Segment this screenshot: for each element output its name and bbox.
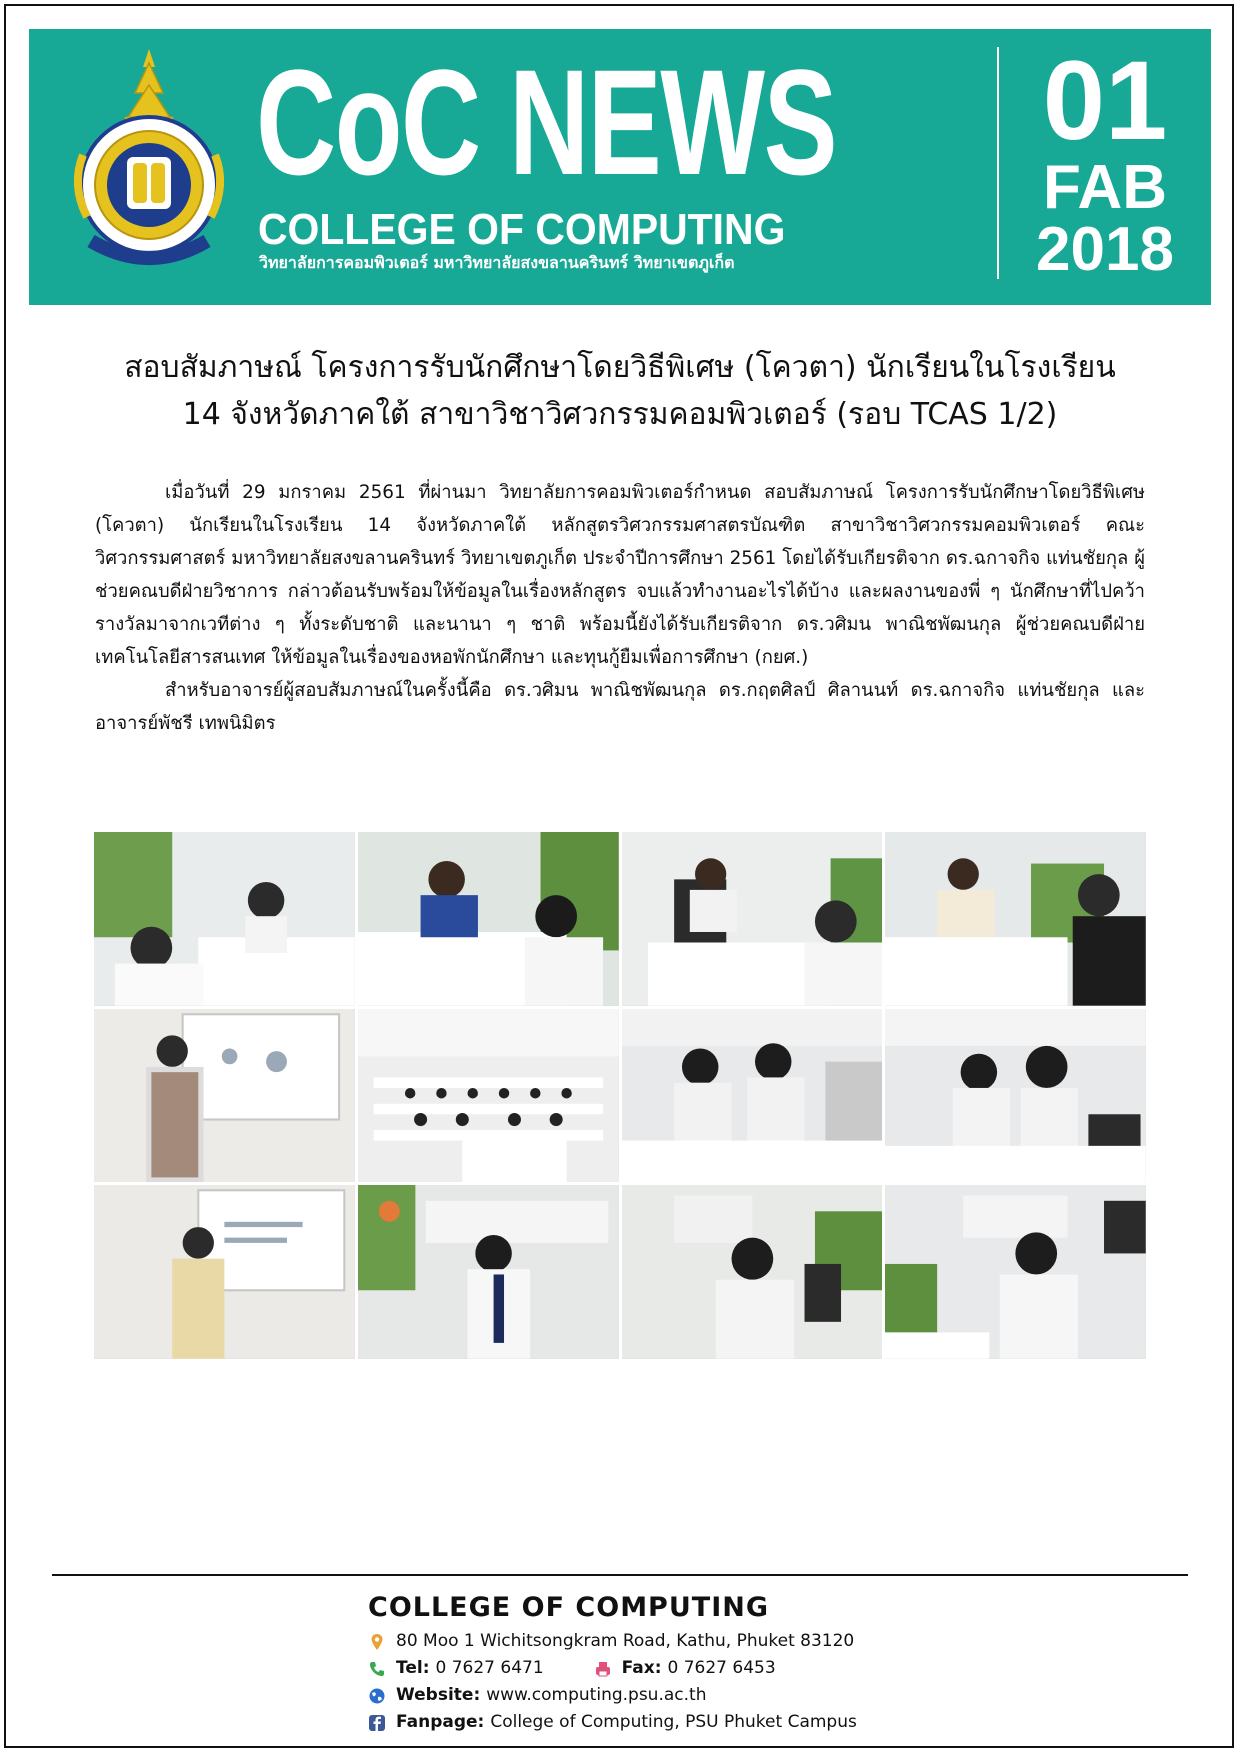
footer-divider bbox=[52, 1574, 1188, 1576]
photo-classroom-2 bbox=[622, 1009, 883, 1183]
photo-classroom-1 bbox=[358, 1009, 619, 1183]
headline-line-2: 14 จังหวัดภาคใต้ สาขาวิชาวิศวกรรมคอมพิวเตอร์ (รอบ TCAS 1/2) bbox=[182, 397, 1058, 432]
photo-interview-6 bbox=[622, 1185, 883, 1359]
article-body bbox=[95, 476, 1145, 740]
photo-presentation-1 bbox=[94, 1009, 355, 1183]
tel-label: Tel: bbox=[396, 1658, 430, 1678]
fanpage-row bbox=[368, 1709, 1068, 1736]
phone-icon bbox=[368, 1660, 386, 1678]
website-link[interactable]: www.computing.psu.ac.th bbox=[486, 1685, 707, 1705]
tel-number[interactable]: 0 7627 6471 bbox=[435, 1658, 544, 1678]
photo-interview-4 bbox=[885, 832, 1146, 1006]
headline-line-1: สอบสัมภาษณ์ โครงการรับนักศึกษาโดยวิธีพิเศษ (โควตา) นักเรียนในโรงเรียน bbox=[124, 350, 1116, 385]
article-headline bbox=[60, 344, 1180, 438]
body-paragraph-1: เมื่อวันที่ 29 มกราคม 2561 ที่ผ่านมา วิทยาลัยการคอมพิวเตอร์กำหนด สอบสัมภาษณ์ โครงการรับนักศึกษาโดยวิธีพิเศษ (โควตา) นักเรียนในโรงเรียน 14 จังหวัดภาคใต้ หลักสูตรวิศวกรรมศาสตรบัณฑิต สาขาวิชาวิศวกรรมคอมพิวเตอร์ คณะวิศวกรรมศาสตร์ มหาวิทยาลัยสงขลานครินทร์ วิทยาเขตภูเก็ต ประจำปีการศึกษา 2561 โดยได้รับเกียรติจาก ดร.ฉกาจกิจ แท่นชัยกุล ผู้ช่วยคณบดีฝ่ายวิชาการ กล่าวต้อนรับพร้อมให้ข้อมูลในเรื่องหลักสูตร จบแล้วทำงานอะไรได้บ้าง และผลงานของพี่ ๆ นักศึกษาที่ไปคว้ารางวัลมาจากเวทีต่าง ๆ ทั้งระดับชาติ และนานา ๆ ชาติ พร้อมนี้ยังได้รับเกียรติจาก ดร.วศิมน พาณิชพัฒนกุล ผู้ช่วยคณบดีฝ่ายเทคโนโลยีสารสนเทศ ให้ข้อมูลในเรื่องของหอพักนักศึกษา และทุนกู้ยืมเพื่อการศึกษา (กยศ.) bbox=[95, 482, 1145, 668]
fax-label: Fax: bbox=[621, 1658, 662, 1678]
photo-interview-7 bbox=[885, 1185, 1146, 1359]
fanpage-link[interactable]: College of Computing, PSU Phuket Campus bbox=[490, 1712, 857, 1732]
photo-interview-5 bbox=[358, 1185, 619, 1359]
globe-icon bbox=[368, 1687, 386, 1705]
college-name-thai: วิทยาลัยการคอมพิวเตอร์ มหาวิทยาลัยสงขลานครินทร์ วิทยาเขตภูเก็ต bbox=[259, 253, 735, 272]
footer-title: COLLEGE OF COMPUTING bbox=[368, 1592, 769, 1623]
facebook-icon bbox=[368, 1714, 386, 1732]
footer-contact bbox=[368, 1590, 1068, 1736]
fanpage-label: Fanpage: bbox=[396, 1712, 485, 1732]
fax-icon bbox=[594, 1660, 612, 1678]
photo-classroom-3 bbox=[885, 1009, 1146, 1183]
website-row bbox=[368, 1682, 1068, 1709]
address-text: 80 Moo 1 Wichitsongkram Road, Kathu, Phuket 83120 bbox=[396, 1631, 855, 1651]
university-logo bbox=[63, 45, 235, 281]
phone-fax-row bbox=[368, 1655, 1068, 1682]
photo-presentation-2 bbox=[94, 1185, 355, 1359]
issue-year: 2018 bbox=[1036, 215, 1174, 284]
address-row bbox=[368, 1628, 1068, 1655]
issue-month: FAB bbox=[1043, 153, 1167, 222]
fax-number: 0 7627 6453 bbox=[667, 1658, 776, 1678]
photo-gallery bbox=[94, 832, 1146, 1359]
masthead bbox=[29, 29, 1211, 305]
website-label: Website: bbox=[396, 1685, 481, 1705]
fax-group bbox=[594, 1655, 776, 1682]
college-name: COLLEGE OF COMPUTING bbox=[258, 205, 786, 254]
photo-interview-1 bbox=[94, 832, 355, 1006]
issue-day: 01 bbox=[1042, 38, 1168, 163]
body-paragraph-2: สำหรับอาจารย์ผู้สอบสัมภาษณ์ในครั้งนี้คือ ดร.วศิมน พาณิชพัฒนกุล ดร.กฤตศิลป์ ศิลานนท์ ดร.ฉกาจกิจ แท่นชัยกุล และอาจารย์พัชรี เทพนิมิตร bbox=[95, 680, 1145, 734]
photo-interview-3 bbox=[622, 832, 883, 1006]
photo-interview-2 bbox=[358, 832, 619, 1006]
pin-icon bbox=[368, 1633, 386, 1651]
newsletter-title: CoC NEWS bbox=[256, 38, 837, 206]
